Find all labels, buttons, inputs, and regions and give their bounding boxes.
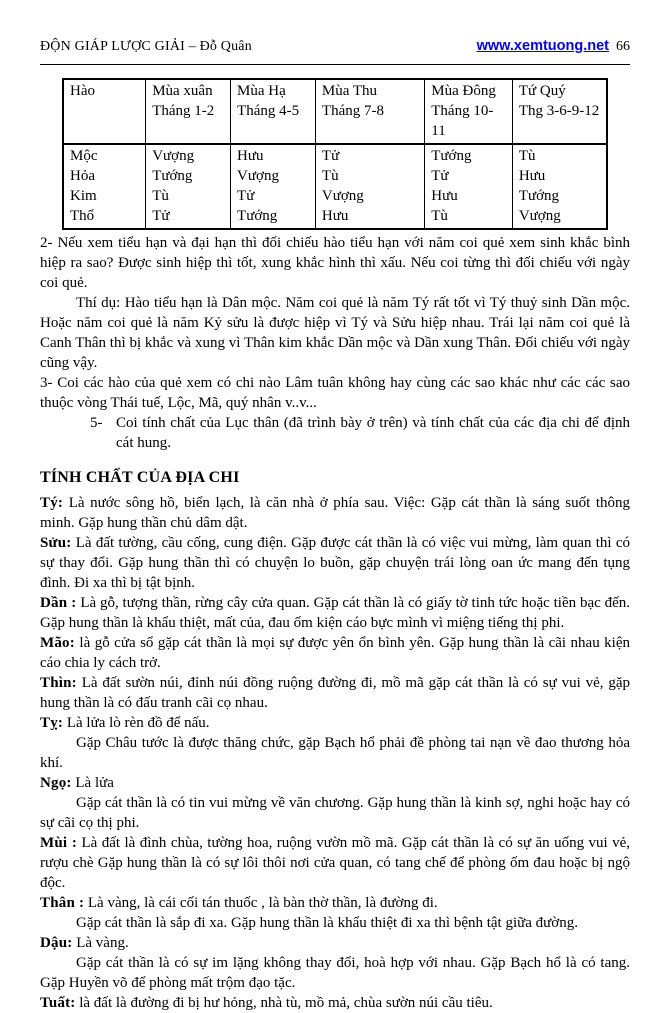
table-header-cell: [315, 79, 424, 144]
table-cell-line: Tử: [152, 208, 170, 224]
dia-chi-entry-thin: [40, 673, 630, 713]
dia-chi-entry-ngo-sub: Gặp cát thần là có tin vui mừng về văn chương. Gặp hung thần là kinh sợ, nghi hoặc hay có sự cãi cọ thị phi.: [40, 795, 630, 831]
header-line: Tứ Quý: [518, 83, 566, 99]
entry-label: Thân :: [40, 895, 85, 911]
table-cell-line: Vượng: [152, 148, 195, 164]
body-text: [40, 233, 630, 1013]
table-cell-line: Tướng: [518, 188, 560, 204]
table-cell-line: Tù: [518, 148, 536, 164]
table-cell: [63, 144, 146, 229]
table-header-cell: [146, 79, 231, 144]
table-cell-line: Kim: [70, 188, 97, 204]
dia-chi-entry-ti: [40, 713, 630, 733]
table-cell-line: Hưu: [518, 168, 546, 184]
entry-text: Là vàng.: [76, 935, 129, 951]
table-body-row: [63, 144, 607, 229]
table-cell-line: Vượng: [518, 208, 561, 224]
entry-label: Tý:: [40, 495, 64, 511]
table-cell-line: Mộc: [70, 148, 98, 164]
dia-chi-entry-mao: [40, 633, 630, 673]
entry-label: Tuất:: [40, 995, 76, 1011]
entry-label: Ngọ:: [40, 775, 72, 791]
entry-text: Là vàng, là cái cối tán thuốc , là bàn thờ thần, là đường đi.: [87, 895, 438, 911]
dia-chi-entry-ty: [40, 493, 630, 533]
table-cell-line: Tướng: [152, 168, 193, 184]
page-header: [40, 36, 630, 57]
dia-chi-entry-than-sub: Gặp cát thần là sắp đi xa. Gặp hung thần là khẩu thiệt đi xa thì bệnh tật giữa đường.: [76, 915, 578, 931]
table-header-row: [63, 79, 607, 144]
header-line: Tháng 1-2: [152, 103, 215, 119]
table-cell: [146, 144, 231, 229]
header-line: [70, 101, 139, 121]
season-table: [62, 78, 608, 230]
dia-chi-entry-dau: [40, 933, 630, 953]
table-cell: [425, 144, 513, 229]
paragraph-item2: 2- Nếu xem tiểu hạn và đại hạn thì đối chiếu hào tiểu hạn với năm coi quẻ xem sinh khắc bình hiệp ra sao? Được sinh hiệp thì tốt, xung khắc hình thì xấu. Nếu coi từng thì đối chiếu với ngày coi quẻ.: [40, 235, 630, 291]
table-cell-line: Vượng: [237, 168, 279, 184]
header-line: Mùa xuân: [152, 83, 213, 99]
header-line: Tháng 4-5: [237, 103, 300, 119]
header-line: Tháng 10-11: [431, 103, 494, 139]
paragraph-item3: 3- Coi các hào của quẻ xem có chi nào Lâm tuân không hay cùng các sao khác như các các sao thuộc vòng Thái tuế, Lộc, Mã, quý nhân v..v...: [40, 375, 630, 411]
header-line: Mùa Thu: [321, 83, 378, 99]
section-heading: TÍNH CHẤT CỦA ĐỊA CHI: [40, 469, 240, 486]
list-item-text: Coi tính chất của Lục thân (đã trình bày ở trên) và tính chất của các địa chi để định cát hung.: [116, 415, 630, 451]
dia-chi-entry-dan: [40, 593, 630, 633]
table-cell: [231, 144, 316, 229]
page-number: 66: [616, 39, 630, 54]
table-cell-line: Hưu: [237, 148, 264, 164]
entry-label: Dậu:: [40, 935, 73, 951]
header-line: Mùa Hạ: [237, 83, 286, 99]
table-cell: [315, 144, 424, 229]
table-cell-line: Hưu: [431, 188, 458, 204]
entry-label: Dần :: [40, 595, 77, 611]
table-cell-line: Tử: [321, 148, 340, 164]
entry-text: Là gỗ, tượng thần, rừng cây cửa quan. Gặp cát thần là có giấy tờ tinh tức hoặc tiền bạc đến. Gặp hung thần là khẩu thiệt, mất của, đau ốm kiện cáo bực mình vì miệng tiếng thị phi.: [40, 595, 631, 631]
dia-chi-entry-ti-sub: Gặp Châu tước là được thăng chức, gặp Bạch hổ phải đề phòng tai nạn về đao thương hỏa khí.: [40, 735, 630, 771]
dia-chi-entry-mui: [40, 833, 630, 893]
entry-text: Là nước sông hồ, biển lạch, là căn nhà ở phía sau. Việc: Gặp cát thần là sáng suốt thông minh. Gặp hung thần chủ dâm dật.: [40, 495, 631, 531]
entry-text: Là đất tường, cầu cống, cung điện. Gặp được cát thần là có việc vui mừng, làm quan thì có sự thay đổi. Gặp hung thần thì có chuyện lo buồn, gặp chuyện trái lòng oan ức mang đến tụng đình. Đi xa thì bị tật bịnh.: [40, 535, 630, 591]
table-cell-line: Hỏa: [70, 168, 95, 184]
entry-text: là đất là đường đi bị hư hỏng, nhà tù, mồ mả, chùa sườn núi cầu tiêu.: [79, 995, 493, 1011]
table-cell: [512, 144, 607, 229]
table-header-cell: [425, 79, 513, 144]
dia-chi-entry-suu: [40, 533, 630, 593]
header-line: Mùa Đông: [431, 83, 496, 99]
table-cell-line: Tù: [152, 188, 169, 204]
list-item-number: 5-: [90, 415, 103, 431]
table-cell-line: Tử: [237, 188, 255, 204]
table-cell-line: Hưu: [321, 208, 349, 224]
entry-text: Là đất là đình chùa, tường hoa, ruộng vườn mồ mã. Gặp cát thần là có sự ăn uống vui vẻ, rượu chè Gặp hung thần là có sự lôi thôi nơi cửa quan, có tang chế để phòng ốm đau hoặc bị ngộ độc.: [40, 835, 631, 891]
entry-text: Là lửa lò rèn đồ để nấu.: [66, 715, 210, 731]
entry-label: Mão:: [40, 635, 75, 651]
paragraph-example: Thí dụ: Hào tiểu hạn là Dân mộc. Năm coi quẻ là năm Tý rất tốt vì Tý thuỷ sinh Dần mộc. Hoặc năm coi quẻ là năm Kỷ sửu là được hiệp vì Tý và Sửu hiệp nhau. Trái lại năm coi quẻ là Canh Thân thì bị khắc và xung vì Thân kim khắc Dần mộc và Dần xung Thân. Đối chiếu với ngày cũng vậy.: [40, 295, 630, 371]
entry-text: Là đất sườn núi, đỉnh núi đồng ruộng đường đi, mồ mã gặp cát thần là có sự vui vẻ, gặp hung thần là có đấu tranh cãi cọ nhau.: [40, 675, 630, 711]
dia-chi-entry-dau-sub: Gặp cát thần là có sự im lặng không thay đổi, hoà hợp với nhau. Gặp Bạch hổ là có tang. Gặp Huyền võ để phòng mất trộm đạo tặc.: [40, 955, 630, 991]
table-cell-line: Thổ: [70, 208, 95, 224]
entry-text: là gỗ cửa sổ gặp cát thần là mọi sự được yên ổn bình yên. Gặp hung thần là cãi nhau kiện cáo chia ly cách trở.: [40, 635, 630, 671]
entry-label: Sửu:: [40, 535, 72, 551]
entry-label: Tỵ:: [40, 715, 64, 731]
entry-label: Thìn:: [40, 675, 77, 691]
table-cell-line: Tướng: [431, 148, 472, 164]
site-link[interactable]: www.xemtuong.net: [476, 38, 609, 54]
entry-text: Là lửa: [75, 775, 114, 791]
table-header-cell: [63, 79, 146, 144]
entry-label: Mùi :: [40, 835, 78, 851]
table-cell-line: Tù: [431, 208, 448, 224]
table-cell-line: Tử: [431, 168, 449, 184]
table-cell-line: Tù: [321, 168, 339, 184]
table-cell-line: Tướng: [237, 208, 278, 224]
dia-chi-entry-than: [40, 893, 630, 913]
table-header-cell: [231, 79, 316, 144]
header-right: [477, 36, 630, 57]
header-line: Thg 3-6-9-12: [518, 103, 600, 119]
table-header-cell: [512, 79, 607, 144]
dia-chi-entry-ngo: [40, 773, 630, 793]
dia-chi-entry-tuat: [40, 993, 630, 1013]
header-line: Hào: [70, 83, 95, 99]
table-cell-line: Vượng: [321, 188, 364, 204]
document-title: ĐỘN GIÁP LƯỢC GIẢI – Đỗ Quân: [40, 39, 252, 54]
header-divider: [40, 64, 630, 65]
list-item-5: [90, 413, 630, 453]
header-line: Tháng 7-8: [321, 103, 384, 119]
